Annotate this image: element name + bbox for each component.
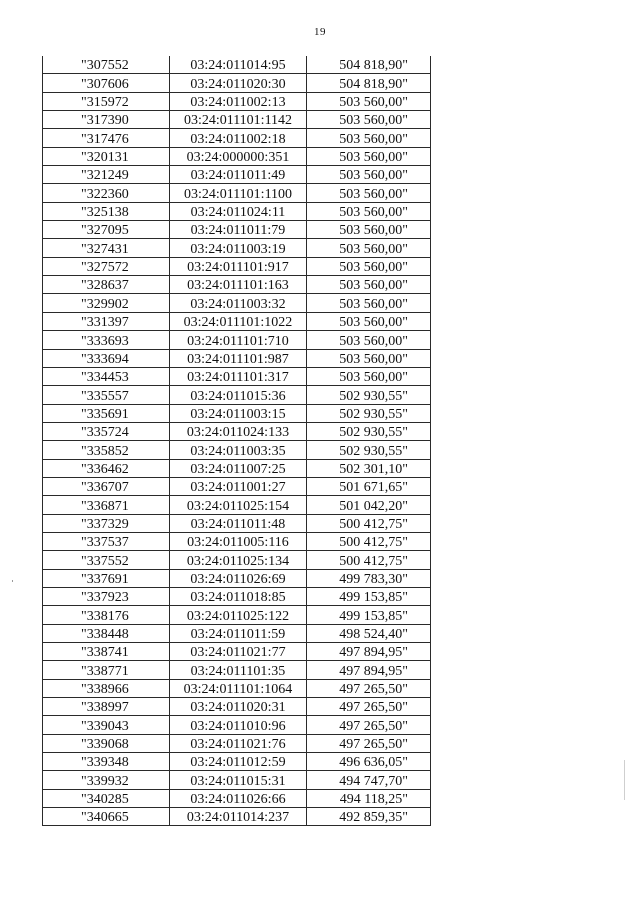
record-number-cell: "322360 [43,184,170,202]
table-row [43,202,431,220]
record-number-cell: "331397 [43,312,170,330]
cadastral-number-cell: 03:24:011025:134 [170,551,307,569]
cadastral-number-cell: 03:24:011015:31 [170,771,307,789]
record-number-cell: "339068 [43,734,170,752]
record-number-cell: "335724 [43,422,170,440]
amount-cell: 500 412,75" [307,532,431,550]
table-row [43,367,431,385]
table-row [43,166,431,184]
cadastral-number-cell: 03:24:011014:237 [170,808,307,826]
amount-cell: 503 560,00" [307,184,431,202]
cadastral-number-cell: 03:24:011101:1064 [170,679,307,697]
record-number-cell: "339043 [43,716,170,734]
table-row [43,716,431,734]
record-number-cell: "338997 [43,698,170,716]
amount-cell: 497 265,50" [307,734,431,752]
record-number-cell: "321249 [43,166,170,184]
cadastral-number-cell: 03:24:011101:1142 [170,111,307,129]
record-number-cell: "327095 [43,221,170,239]
cadastral-number-cell: 03:24:011101:317 [170,367,307,385]
cadastral-number-cell: 03:24:011003:35 [170,441,307,459]
record-number-cell: "317390 [43,111,170,129]
cadastral-number-cell: 03:24:011002:18 [170,129,307,147]
registry-table-container [42,56,430,826]
amount-cell: 494 747,70" [307,771,431,789]
cadastral-number-cell: 03:24:011024:11 [170,202,307,220]
cadastral-number-cell: 03:24:011026:66 [170,789,307,807]
amount-cell: 503 560,00" [307,239,431,257]
amount-cell: 503 560,00" [307,111,431,129]
page-number: 19 [314,26,326,38]
record-number-cell: "340665 [43,808,170,826]
record-number-cell: "337552 [43,551,170,569]
cadastral-number-cell: 03:24:011011:79 [170,221,307,239]
table-row [43,331,431,349]
amount-cell: 503 560,00" [307,276,431,294]
amount-cell: 502 301,10" [307,459,431,477]
table-row [43,734,431,752]
record-number-cell: "327572 [43,257,170,275]
amount-cell: 500 412,75" [307,551,431,569]
table-row [43,679,431,697]
amount-cell: 503 560,00" [307,166,431,184]
amount-cell: 503 560,00" [307,129,431,147]
cadastral-number-cell: 03:24:011012:59 [170,753,307,771]
record-number-cell: "338741 [43,643,170,661]
cadastral-number-cell: 03:24:011101:710 [170,331,307,349]
cadastral-number-cell: 03:24:011011:49 [170,166,307,184]
amount-cell: 496 636,05" [307,753,431,771]
registry-table-body [43,56,431,826]
table-row [43,239,431,257]
cadastral-number-cell: 03:24:011001:27 [170,477,307,495]
amount-cell: 497 265,50" [307,698,431,716]
table-row [43,624,431,642]
amount-cell: 500 412,75" [307,514,431,532]
cadastral-number-cell: 03:24:011020:31 [170,698,307,716]
record-number-cell: "339932 [43,771,170,789]
cadastral-number-cell: 03:24:011010:96 [170,716,307,734]
record-number-cell: "307552 [43,56,170,74]
cadastral-number-cell: 03:24:011011:59 [170,624,307,642]
record-number-cell: "328637 [43,276,170,294]
table-row [43,753,431,771]
table-row [43,129,431,147]
record-number-cell: "325138 [43,202,170,220]
amount-cell: 501 042,20" [307,496,431,514]
table-row [43,276,431,294]
record-number-cell: "320131 [43,147,170,165]
amount-cell: 492 859,35" [307,808,431,826]
cadastral-number-cell: 03:24:011011:48 [170,514,307,532]
record-number-cell: "335557 [43,386,170,404]
amount-cell: 497 894,95" [307,661,431,679]
record-number-cell: "338771 [43,661,170,679]
cadastral-number-cell: 03:24:011025:122 [170,606,307,624]
scan-edge-line [624,760,625,800]
amount-cell: 502 930,55" [307,422,431,440]
record-number-cell: "327431 [43,239,170,257]
cadastral-number-cell: 03:24:011026:69 [170,569,307,587]
amount-cell: 498 524,40" [307,624,431,642]
table-row [43,312,431,330]
cadastral-number-cell: 03:24:011018:85 [170,587,307,605]
cadastral-number-cell: 03:24:011020:30 [170,74,307,92]
scan-speck [12,580,13,582]
record-number-cell: "337691 [43,569,170,587]
record-number-cell: "315972 [43,92,170,110]
record-number-cell: "335691 [43,404,170,422]
amount-cell: 497 265,50" [307,679,431,697]
cadastral-number-cell: 03:24:011005:116 [170,532,307,550]
amount-cell: 503 560,00" [307,331,431,349]
record-number-cell: "338176 [43,606,170,624]
table-row [43,221,431,239]
table-row [43,789,431,807]
cadastral-number-cell: 03:24:011025:154 [170,496,307,514]
cadastral-number-cell: 03:24:011003:15 [170,404,307,422]
table-row [43,496,431,514]
amount-cell: 503 560,00" [307,92,431,110]
amount-cell: 502 930,55" [307,441,431,459]
table-row [43,808,431,826]
table-row [43,514,431,532]
record-number-cell: "337923 [43,587,170,605]
amount-cell: 503 560,00" [307,294,431,312]
cadastral-number-cell: 03:24:011101:1022 [170,312,307,330]
table-row [43,441,431,459]
record-number-cell: "336462 [43,459,170,477]
amount-cell: 502 930,55" [307,404,431,422]
record-number-cell: "333694 [43,349,170,367]
table-row [43,698,431,716]
table-row [43,74,431,92]
table-row [43,771,431,789]
amount-cell: 503 560,00" [307,257,431,275]
table-row [43,349,431,367]
cadastral-number-cell: 03:24:011015:36 [170,386,307,404]
cadastral-number-cell: 03:24:011101:917 [170,257,307,275]
table-row [43,92,431,110]
amount-cell: 503 560,00" [307,349,431,367]
record-number-cell: "337537 [43,532,170,550]
cadastral-number-cell: 03:24:011024:133 [170,422,307,440]
amount-cell: 504 818,90" [307,56,431,74]
table-row [43,551,431,569]
cadastral-number-cell: 03:24:011007:25 [170,459,307,477]
record-number-cell: "307606 [43,74,170,92]
amount-cell: 503 560,00" [307,202,431,220]
record-number-cell: "336871 [43,496,170,514]
registry-table [42,56,431,826]
cadastral-number-cell: 03:24:011101:35 [170,661,307,679]
record-number-cell: "339348 [43,753,170,771]
amount-cell: 502 930,55" [307,386,431,404]
record-number-cell: "338448 [43,624,170,642]
table-row [43,257,431,275]
table-row [43,404,431,422]
amount-cell: 501 671,65" [307,477,431,495]
record-number-cell: "333693 [43,331,170,349]
record-number-cell: "317476 [43,129,170,147]
record-number-cell: "329902 [43,294,170,312]
cadastral-number-cell: 03:24:011021:77 [170,643,307,661]
table-row [43,532,431,550]
table-row [43,459,431,477]
record-number-cell: "338966 [43,679,170,697]
cadastral-number-cell: 03:24:000000:351 [170,147,307,165]
cadastral-number-cell: 03:24:011002:13 [170,92,307,110]
amount-cell: 499 153,85" [307,606,431,624]
table-row [43,587,431,605]
cadastral-number-cell: 03:24:011101:163 [170,276,307,294]
table-row [43,111,431,129]
amount-cell: 503 560,00" [307,367,431,385]
record-number-cell: "335852 [43,441,170,459]
table-row [43,147,431,165]
amount-cell: 503 560,00" [307,312,431,330]
cadastral-number-cell: 03:24:011003:19 [170,239,307,257]
cadastral-number-cell: 03:24:011014:95 [170,56,307,74]
table-row [43,386,431,404]
table-row [43,56,431,74]
amount-cell: 503 560,00" [307,147,431,165]
record-number-cell: "336707 [43,477,170,495]
cadastral-number-cell: 03:24:011003:32 [170,294,307,312]
amount-cell: 497 265,50" [307,716,431,734]
amount-cell: 503 560,00" [307,221,431,239]
record-number-cell: "334453 [43,367,170,385]
amount-cell: 504 818,90" [307,74,431,92]
table-row [43,294,431,312]
table-row [43,477,431,495]
amount-cell: 499 783,30" [307,569,431,587]
table-row [43,422,431,440]
amount-cell: 499 153,85" [307,587,431,605]
table-row [43,184,431,202]
cadastral-number-cell: 03:24:011021:76 [170,734,307,752]
amount-cell: 497 894,95" [307,643,431,661]
table-row [43,606,431,624]
record-number-cell: "340285 [43,789,170,807]
amount-cell: 494 118,25" [307,789,431,807]
table-row [43,643,431,661]
record-number-cell: "337329 [43,514,170,532]
cadastral-number-cell: 03:24:011101:1100 [170,184,307,202]
table-row [43,569,431,587]
cadastral-number-cell: 03:24:011101:987 [170,349,307,367]
table-row [43,661,431,679]
